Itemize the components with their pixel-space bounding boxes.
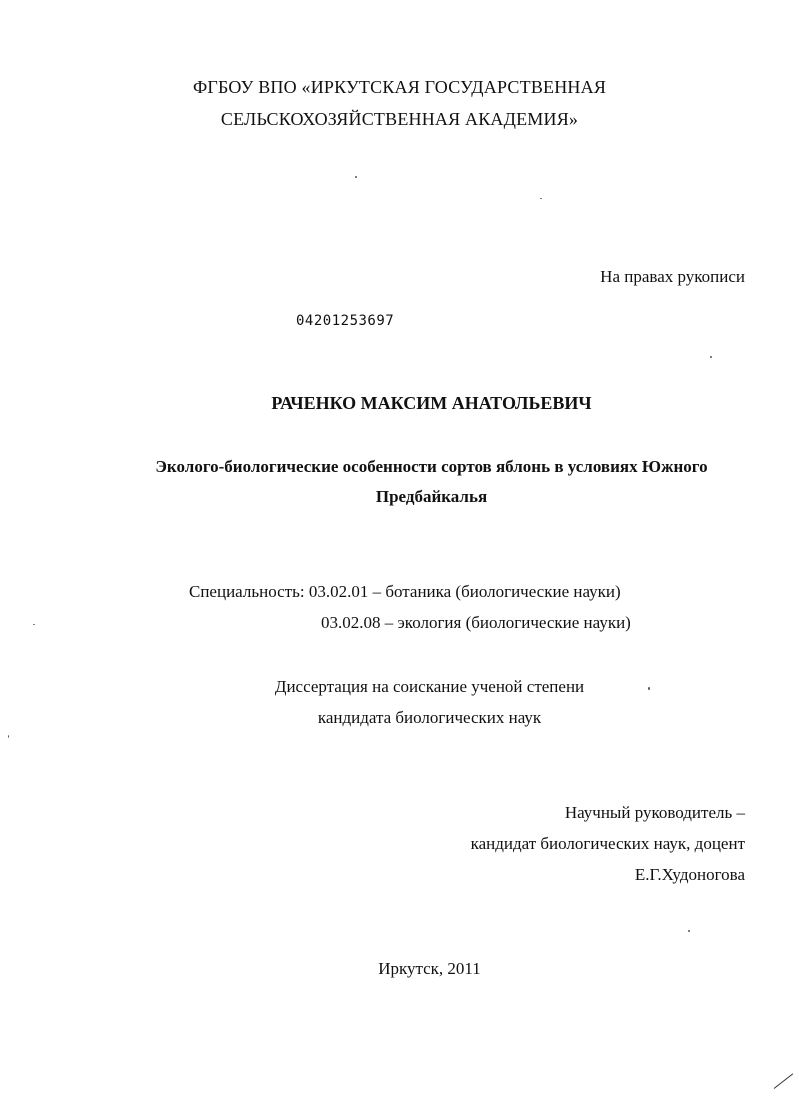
scan-speck [688,930,690,932]
scan-speck [540,198,542,199]
place-and-year: Иркутск, 2011 [378,959,481,978]
scan-mark [774,1073,794,1089]
dissertation-line-1: Диссертация на соискание ученой степени [274,677,585,696]
scan-speck [648,687,650,690]
thesis-title-line-1: Эколого-биологические особенности сортов яблонь в условиях Южного [155,457,708,476]
catalog-number: 04201253697 [296,313,395,329]
supervisor-degree: кандидат биологических наук, доцент [470,834,745,853]
scan-speck [8,735,9,738]
dissertation-line-2: кандидата биологических наук [317,708,542,727]
specialty-line-1: Специальность: 03.02.01 – ботаника (биологические науки) [189,582,621,601]
specialty-line-2: 03.02.08 – экология (биологические науки) [321,613,631,632]
author-name: РАЧЕНКО МАКСИМ АНАТОЛЬЕВИЧ [271,393,592,413]
supervisor-role: Научный руководитель – [564,803,745,822]
organization-line-1: ФГБОУ ВПО «ИРКУТСКАЯ ГОСУДАРСТВЕННАЯ [192,77,607,97]
scan-speck [355,176,357,178]
organization-line-2: СЕЛЬСКОХОЗЯЙСТВЕННАЯ АКАДЕМИЯ» [220,109,579,129]
thesis-title-line-2: Предбайкалья [375,487,488,506]
scan-speck [710,356,712,358]
supervisor-name: Е.Г.Худоногова [634,865,745,884]
manuscript-note: На правах рукописи [600,267,745,286]
scan-speck [33,624,35,625]
